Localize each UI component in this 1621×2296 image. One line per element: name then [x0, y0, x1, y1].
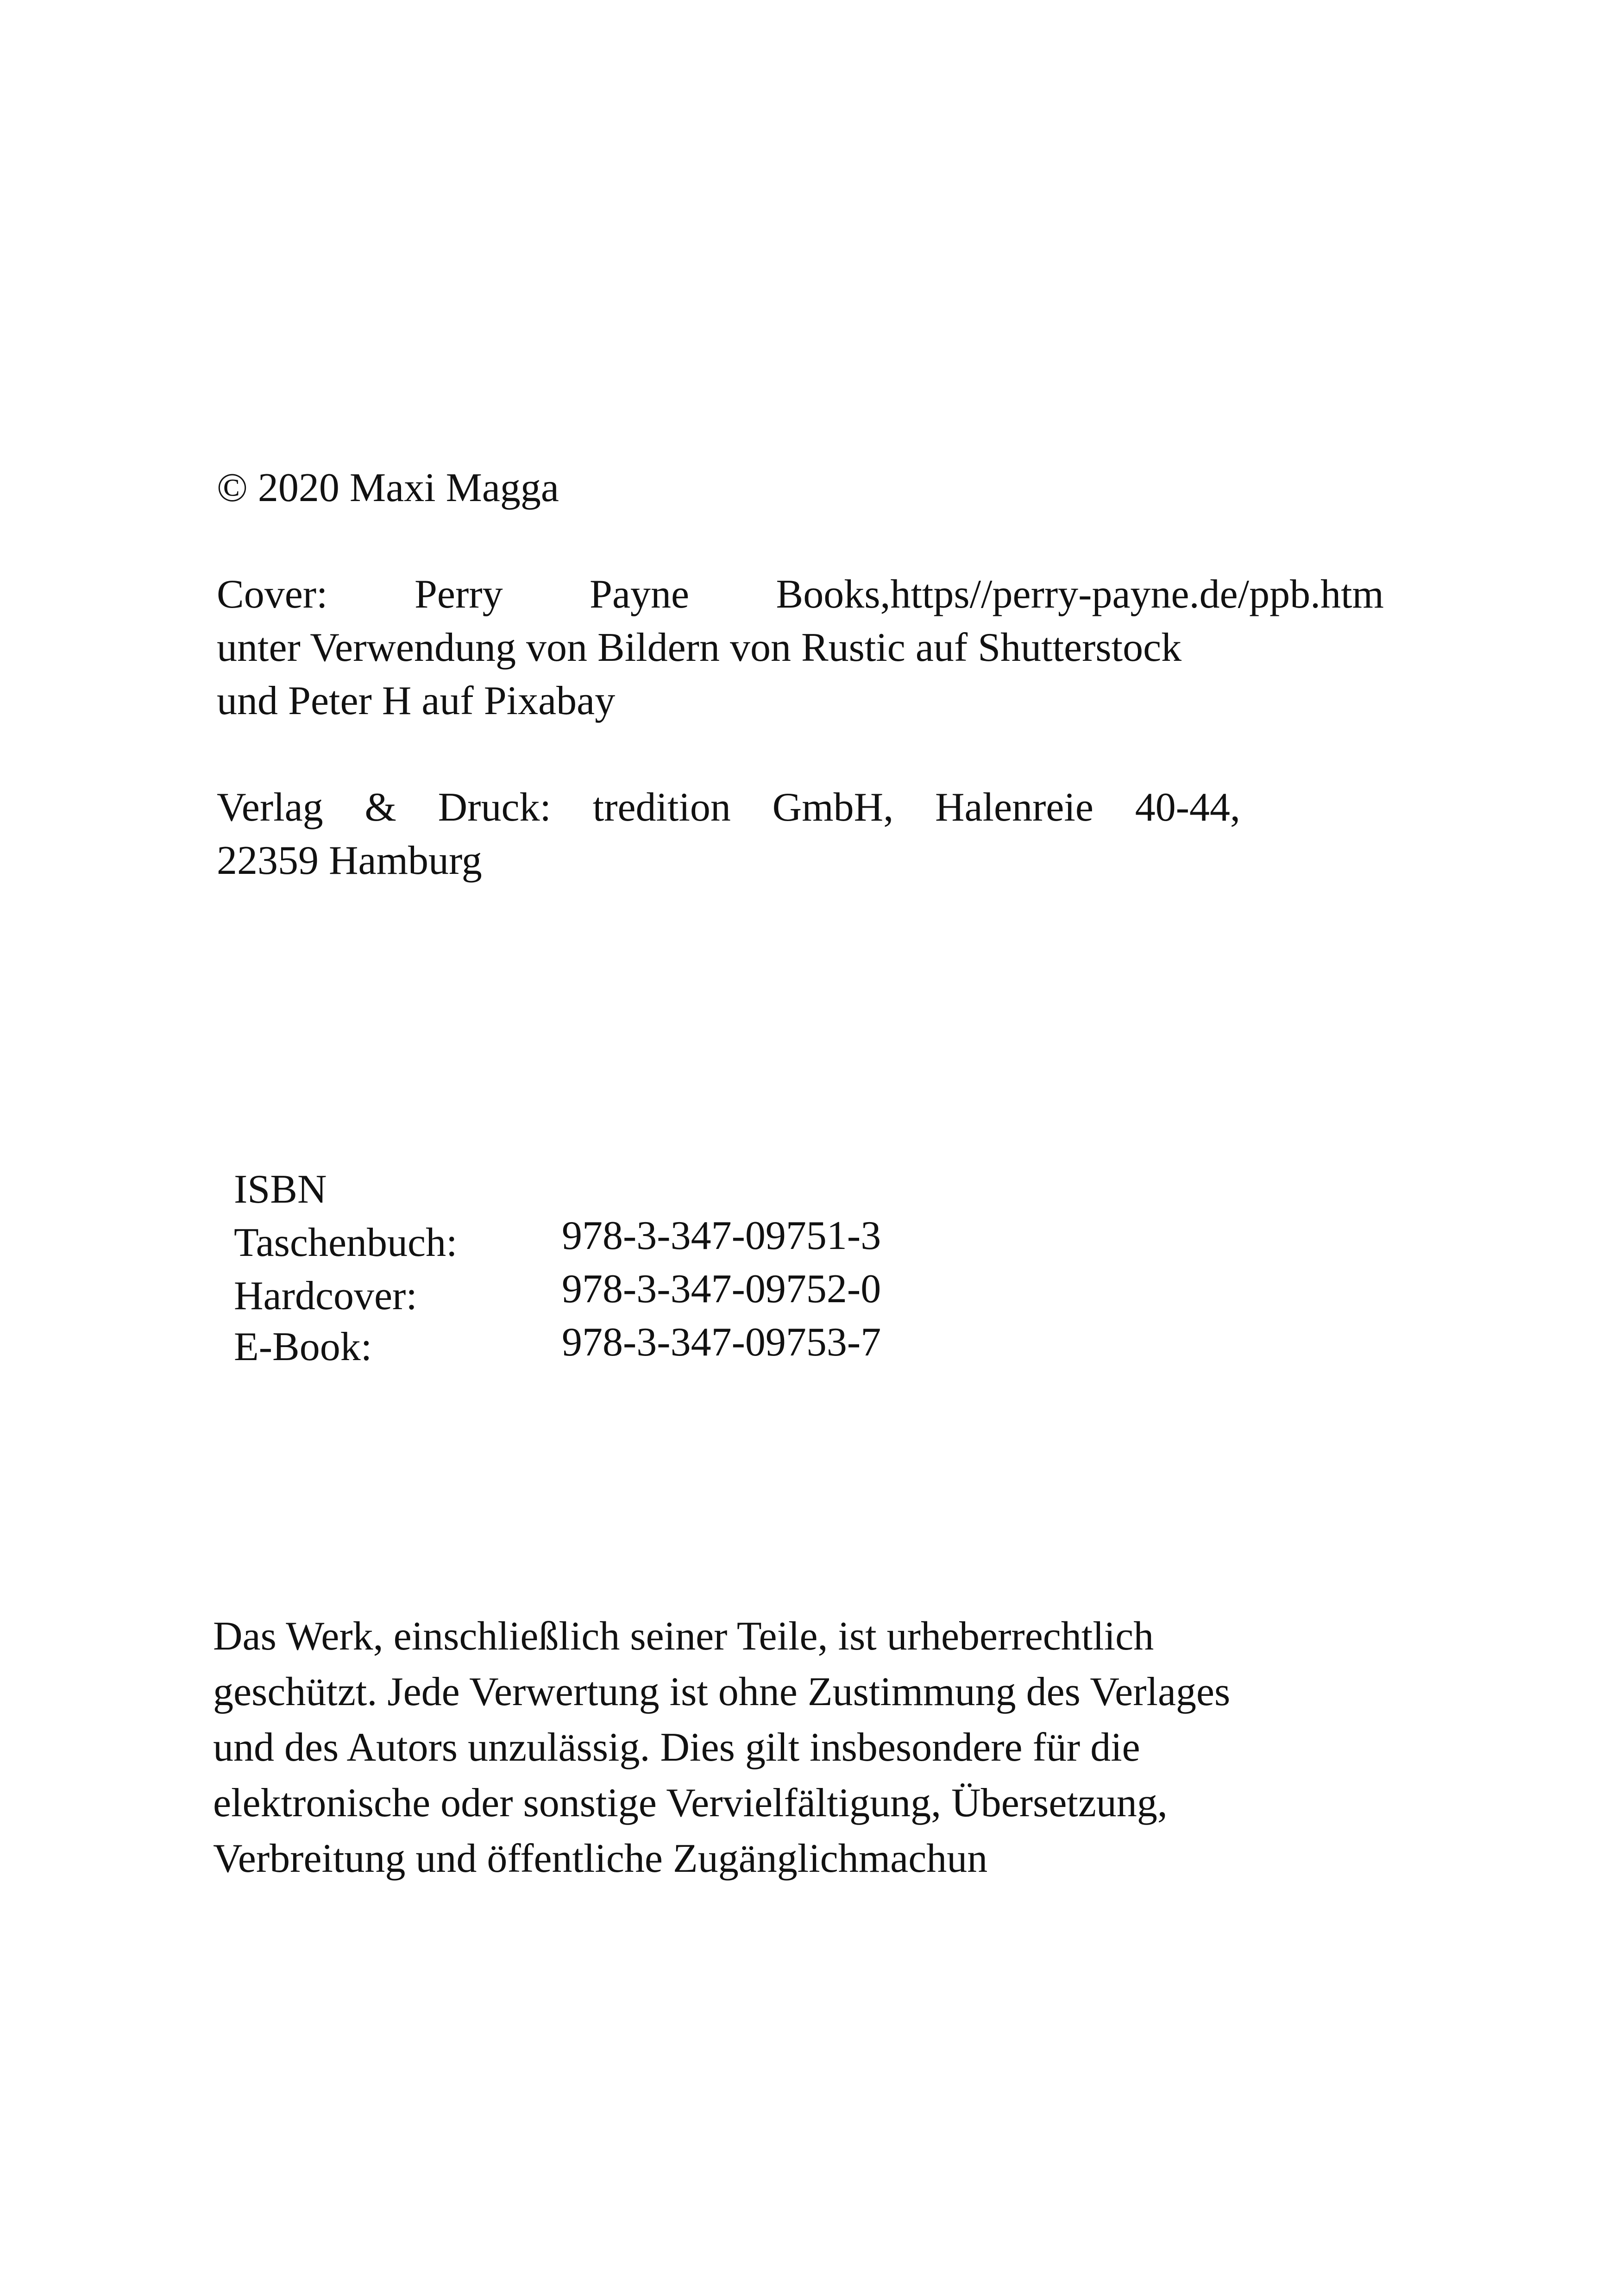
- isbn-heading: ISBN: [234, 1167, 327, 1212]
- cover-credit-line-1: Cover: Perry Payne Books,https//perry-payne.de/ppb.htm: [217, 572, 1384, 617]
- isbn-value-ebook: 978-3-347-09753-7: [562, 1320, 881, 1365]
- legal-line-1: Das Werk, einschließlich seiner Teile, ist urheberrechtlich: [213, 1614, 1154, 1659]
- legal-line-2: geschützt. Jede Verwertung ist ohne Zustimmung des Verlages: [213, 1669, 1231, 1714]
- publisher-line-1: Verlag & Druck: tredition GmbH, Halenreie 40-44,: [217, 785, 1240, 830]
- cover-credit-line-3: und Peter H auf Pixabay: [217, 678, 616, 723]
- legal-line-4: elektronische oder sonstige Vervielfältigung, Übersetzung,: [213, 1781, 1168, 1826]
- isbn-value-taschenbuch: 978-3-347-09751-3: [562, 1213, 881, 1258]
- isbn-value-hardcover: 978-3-347-09752-0: [562, 1267, 881, 1311]
- isbn-label-taschenbuch: Taschenbuch:: [234, 1220, 458, 1265]
- isbn-label-hardcover: Hardcover:: [234, 1273, 417, 1318]
- copyright-line: © 2020 Maxi Magga: [217, 465, 559, 510]
- cover-credit-line-2: unter Verwendung von Bildern von Rustic auf Shutterstock: [217, 625, 1182, 670]
- publisher-line-2: 22359 Hamburg: [217, 838, 482, 883]
- legal-line-3: und des Autors unzulässig. Dies gilt insbesondere für die: [213, 1725, 1140, 1770]
- legal-line-5: Verbreitung und öffentliche Zugänglichmachun: [213, 1836, 988, 1881]
- isbn-label-ebook: E-Book:: [234, 1324, 372, 1369]
